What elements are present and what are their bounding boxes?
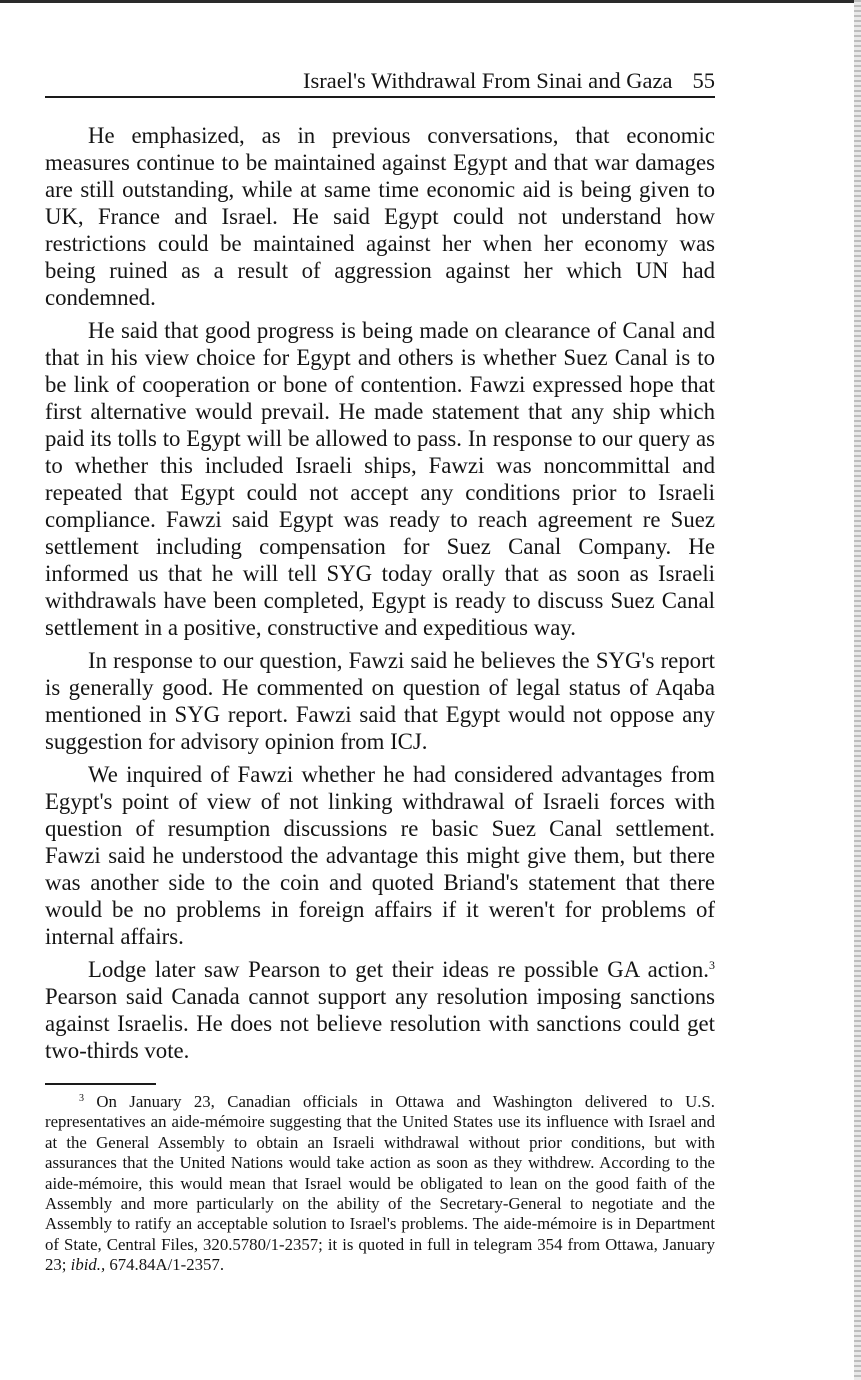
paragraph: We inquired of Fawzi whether he had considered advantages from Egypt's point of view of not linking withdrawal of Israeli forces with question of resumption discussions re basic Suez Canal settlement. Fawzi said he understood the advantage this might give them, but there was another side to the coin and quoted Briand's statement that there would be no problems in foreign affairs if it weren't for problems of internal affairs.	[45, 762, 715, 949]
paragraph-text: Lodge later saw Pearson to get their ideas re possible GA action.	[88, 957, 709, 982]
footnote-text: On January 23, Canadian officials in Ottawa and Washington delivered to U.S. representatives an aide-mémoire suggesting that the United States use its influence with Israel and at the General Assembly to obtain an Israeli withdrawal without prior conditions, but with assurances that the United Nations would take action as soon as they withdrew. According to the aide-mémoire, this would mean that Israel would be obligated to lean on the good faith of the Assembly and more particularly on the ability of the Secretary-General to negotiate and the Assembly to ratify an acceptable solution to Israel's problems. The aide-mémoire is in Department of State, Central Files, 320.5780/1-2357; it is quoted in full in telegram 354 from Ottawa, January 23;	[45, 1092, 715, 1275]
running-header	[45, 66, 715, 98]
paragraph: He said that good progress is being made on clearance of Canal and that in his view choice for Egypt and others is whether Suez Canal is to be link of cooperation or bone of contention. Fawzi expressed hope that first alternative would prevail. He made statement that any ship which paid its tolls to Egypt will be allowed to pass. In response to our query as to whether this included Israeli ships, Fawzi was noncommittal and repeated that Egypt could not accept any conditions prior to Israeli compliance. Fawzi said Egypt was ready to reach agreement re Suez settlement including compensation for Suez Canal Company. He informed us that he will tell SYG today orally that as soon as Israeli withdrawals have been completed, Egypt is ready to discuss Suez Canal settlement in a positive, constructive and expeditious way.	[45, 318, 715, 640]
footnote-separator	[45, 1083, 156, 1085]
paragraph-text: Pearson said Canada cannot support any resolution imposing sanctions against Israelis. He does not believe resolution with sanctions could get two-thirds vote.	[45, 984, 715, 1063]
paragraph: He emphasized, as in previous conversations, that economic measures continue to be maintained against Egypt and that war damages are still outstanding, while at same time economic aid is being given to UK, France and Israel. He said Egypt could not understand how restrictions could be maintained against her when her economy was being ruined as a result of aggression against her which UN had condemned.	[45, 123, 715, 310]
page-number: 55	[692, 68, 715, 93]
footnote-text-end: 674.84A/1-2357.	[109, 1255, 225, 1275]
page-right-edge	[854, 0, 861, 1380]
footnote	[45, 1092, 715, 1276]
body-text	[45, 122, 715, 1070]
paragraph: In response to our question, Fawzi said he believes the SYG's report is generally good. He commented on question of legal status of Aqaba mentioned in SYG report. Fawzi said that Egypt would not oppose any suggestion for advisory opinion from ICJ.	[45, 648, 715, 754]
footnote-paragraph	[45, 1092, 715, 1276]
footnote-mark: 3	[79, 1093, 84, 1104]
footnote-reference: 3	[709, 958, 715, 972]
page-top-edge	[0, 0, 861, 3]
footnote-ibid: ibid.,	[70, 1255, 106, 1275]
header-title: Israel's Withdrawal From Sinai and Gaza	[302, 68, 673, 93]
paragraph	[45, 956, 715, 1064]
